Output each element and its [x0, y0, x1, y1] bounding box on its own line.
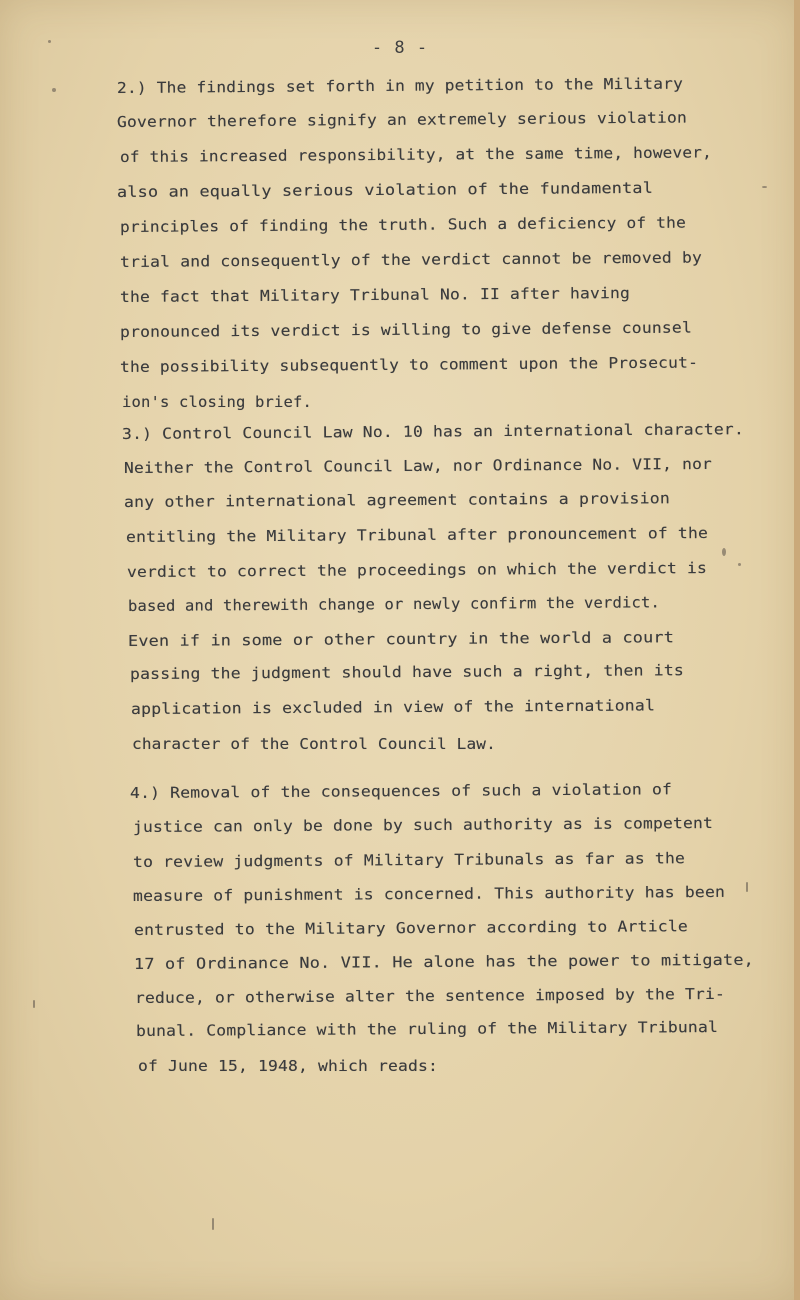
- text-line: Governor therefore signify an extremely serious violation: [116, 108, 688, 131]
- text-line: any other international agreement contains a provision: [123, 489, 671, 511]
- text-line: pronounced its verdict is willing to give defense counsel: [119, 318, 693, 341]
- paper-speck: [48, 40, 51, 43]
- text-line: entitling the Military Tribunal after pronouncement of the: [125, 523, 709, 546]
- text-line: 4.) Removal of the consequences of such a violation of: [129, 780, 673, 802]
- paper-speck: [212, 1218, 214, 1230]
- text-line: 2.) The findings set forth in my petition to the Military: [116, 74, 684, 97]
- text-line: also an equally serious violation of the fundamental: [116, 178, 654, 201]
- text-line: entrusted to the Military Governor according to Article: [133, 917, 689, 939]
- paper-speck: [762, 186, 767, 188]
- text-line: based and therewith change or newly confirm the verdict.: [127, 593, 661, 615]
- text-line: principles of finding the truth. Such a deficiency of the: [119, 213, 687, 236]
- text-line: Even if in some or other country in the world a court: [127, 628, 675, 650]
- page-edge: [794, 0, 800, 1300]
- page-number: - 8 -: [371, 38, 429, 58]
- text-line: justice can only be done by such authority as is competent: [132, 813, 714, 836]
- text-line: 3.) Control Council Law No. 10 has an international character.: [121, 420, 745, 443]
- text-line: reduce, or otherwise alter the sentence imposed by the Tri-: [134, 984, 726, 1007]
- paper-speck: [52, 88, 56, 92]
- text-line: of June 15, 1948, which reads:: [138, 1057, 439, 1075]
- paper-speck: [722, 548, 726, 556]
- text-line: character of the Control Council Law.: [132, 735, 496, 753]
- text-line: Neither the Control Council Law, nor Ordinance No. VII, nor: [123, 454, 713, 477]
- text-line: of this increased responsibility, at the same time, however,: [119, 143, 713, 166]
- text-line: trial and consequently of the verdict cannot be removed by: [119, 248, 703, 271]
- text-line: ion's closing brief.: [122, 393, 312, 411]
- text-line: 17 of Ordinance No. VII. He alone has the power to mitigate,: [133, 950, 755, 973]
- paper-speck: [33, 1000, 35, 1008]
- text-line: verdict to correct the proceedings on which the verdict is: [126, 558, 708, 581]
- text-line: passing the judgment should have such a right, then its: [129, 661, 685, 683]
- text-line: the possibility subsequently to comment upon the Prosecut-: [119, 353, 699, 376]
- text-line: application is excluded in view of the international: [130, 696, 656, 718]
- text-line: the fact that Military Tribunal No. II after having: [119, 283, 631, 306]
- text-line: measure of punishment is concerned. This authority has been: [132, 882, 726, 905]
- text-line: to review judgments of Military Tribunals as far as the: [132, 849, 686, 871]
- paper-speck: [738, 563, 741, 566]
- text-line: bunal. Compliance with the ruling of the Military Tribunal: [135, 1017, 719, 1040]
- paper-speck: [746, 882, 748, 892]
